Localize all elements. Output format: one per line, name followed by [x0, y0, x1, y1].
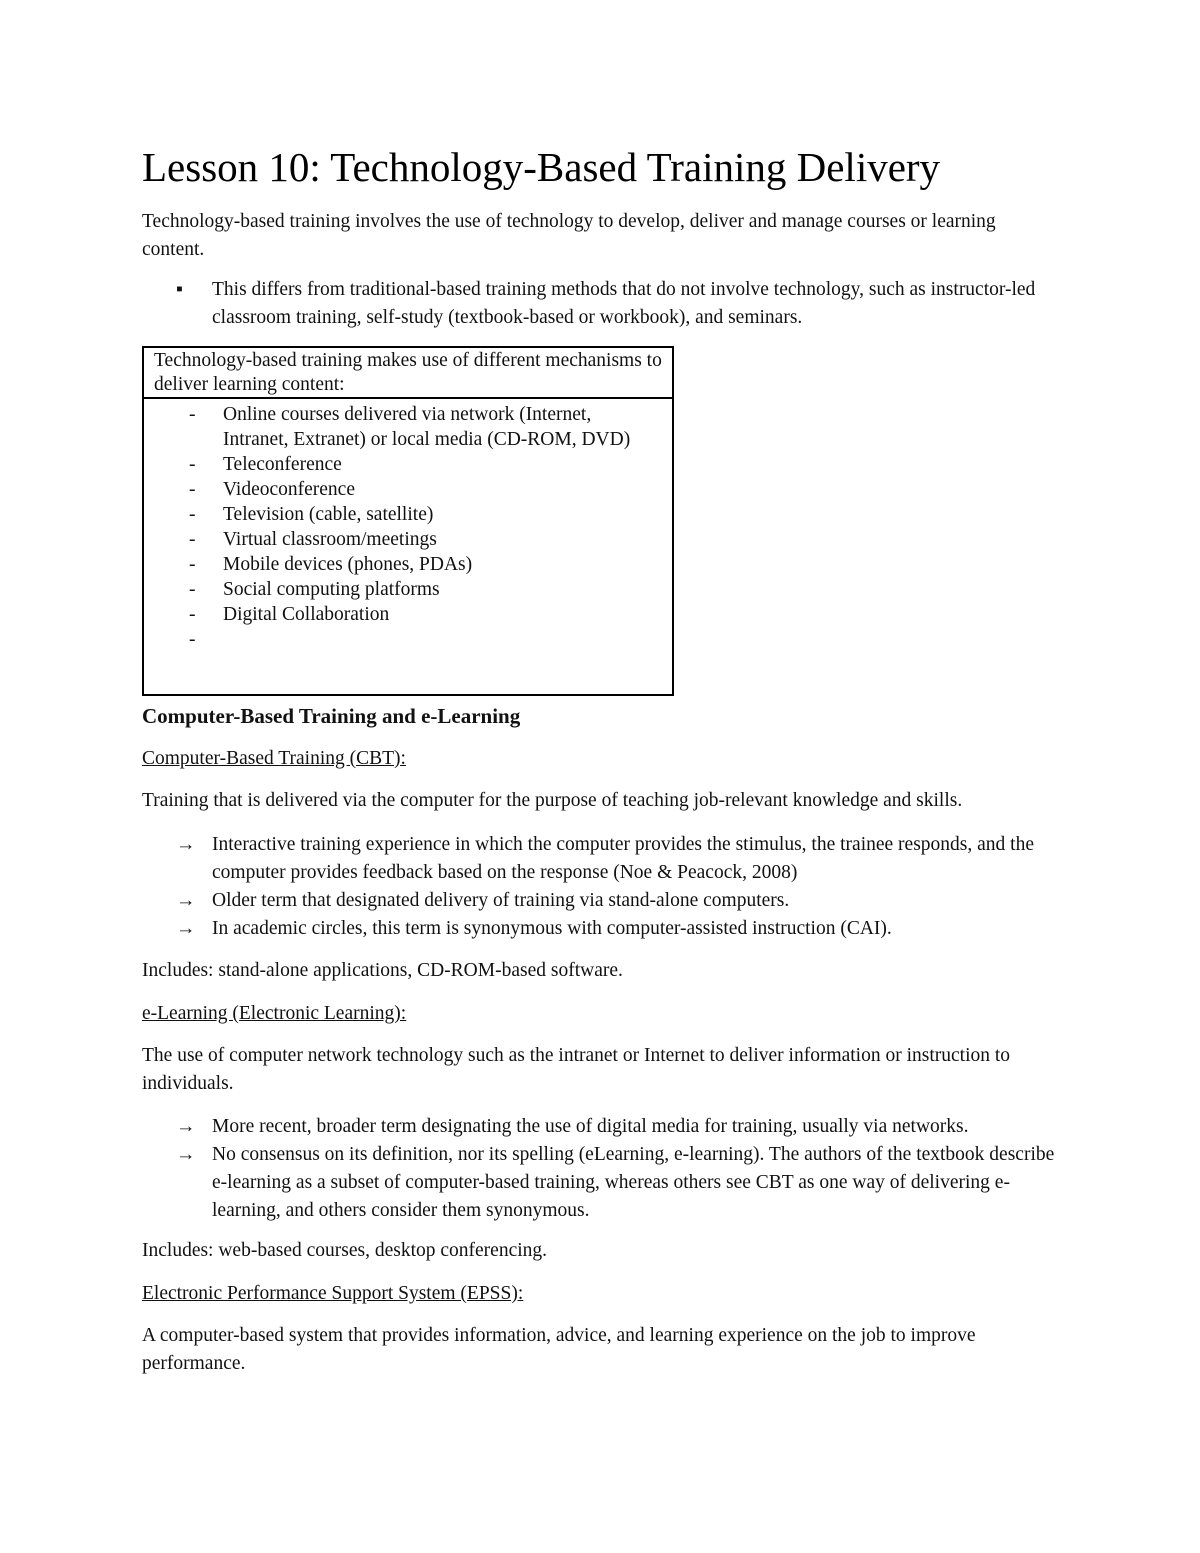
page-title: Lesson 10: Technology-Based Training Delivery: [142, 144, 941, 190]
list-item: [144, 627, 672, 652]
elearning-definition: The use of computer network technology such as the intranet or Internet to deliver information or instruction to individuals.: [142, 1045, 1011, 1094]
arrow-right-icon: →: [176, 1144, 196, 1165]
list-item: - Virtual classroom/meetings: [189, 529, 437, 550]
list-item: - Digital Collaboration: [189, 604, 390, 625]
arrow-right-icon: →: [176, 1116, 196, 1137]
list-item: → Older term that designated delivery of training via stand-alone computers.: [142, 887, 1062, 915]
intro-bullet: [142, 276, 1062, 332]
elearning-heading: e-Learning (Electronic Learning):: [142, 1003, 407, 1024]
list-item: → More recent, broader term designating the use of digital media for training, usually via networks.: [142, 1113, 1062, 1141]
box-heading: Technology-based training makes use of different mechanisms to deliver learning content:: [144, 348, 672, 399]
list-item: - Mobile devices (phones, PDAs): [189, 554, 473, 575]
dash-bullet: -: [189, 629, 196, 650]
list-item: → Interactive training experience in which the computer provides the stimulus, the trainee responds, and the computer provides feedback based on the response (Noe & Peacock, 2008): [142, 831, 1062, 887]
dash-bullet: -: [189, 579, 196, 600]
list-item: - Television (cable, satellite): [189, 504, 434, 525]
elearning-points: [142, 1113, 1062, 1225]
list-item: - Teleconference: [189, 454, 342, 475]
list-item: - Videoconference: [189, 479, 355, 500]
cbt-points: [142, 831, 1062, 943]
list-item: - Social computing platforms: [189, 579, 440, 600]
dash-bullet: -: [189, 479, 196, 500]
dash-bullet: -: [189, 454, 196, 475]
dash-bullet: -: [189, 529, 196, 550]
delivery-mechanisms-box: [142, 346, 674, 696]
dash-bullet: -: [189, 404, 196, 425]
list-item: → No consensus on its definition, nor its spelling (eLearning, e-learning). The authors of the textbook describe e-learning as a subset of computer-based training, whereas others see CBT as one way of delivering e-learning, and others consider them synonymous.: [142, 1141, 1062, 1225]
dash-bullet: -: [189, 554, 196, 575]
list-item: → In academic circles, this term is synonymous with computer-assisted instruction (CAI).: [142, 915, 1062, 943]
arrow-right-icon: →: [176, 890, 196, 911]
intro-paragraph: Technology-based training involves the use of technology to develop, deliver and manage courses or learning content.: [142, 211, 996, 260]
intro-bullet-text: This differs from traditional-based training methods that do not involve technology, such as instructor-led classroom training, self-study (textbook-based or workbook), and seminars.: [212, 279, 1036, 328]
list-item: - Online courses delivered via network (Internet, Intranet, Extranet) or local media (CD-ROM, DVD): [189, 404, 631, 450]
cbt-includes: Includes: stand-alone applications, CD-ROM-based software.: [142, 960, 623, 981]
square-bullet-icon: ▪: [176, 279, 183, 300]
section-heading: Computer-Based Training and e-Learning: [142, 704, 521, 728]
epss-definition: A computer-based system that provides information, advice, and learning experience on the job to improve performance.: [142, 1325, 976, 1374]
arrow-right-icon: →: [176, 918, 196, 939]
epss-heading: Electronic Performance Support System (EPSS):: [142, 1283, 524, 1304]
mechanisms-list: [144, 399, 672, 652]
cbt-definition: Training that is delivered via the computer for the purpose of teaching job-relevant knowledge and skills.: [142, 790, 963, 811]
cbt-heading: Computer-Based Training (CBT):: [142, 748, 406, 769]
dash-bullet: -: [189, 504, 196, 525]
dash-bullet: -: [189, 604, 196, 625]
arrow-right-icon: →: [176, 834, 196, 855]
elearning-includes: Includes: web-based courses, desktop conferencing.: [142, 1240, 548, 1261]
